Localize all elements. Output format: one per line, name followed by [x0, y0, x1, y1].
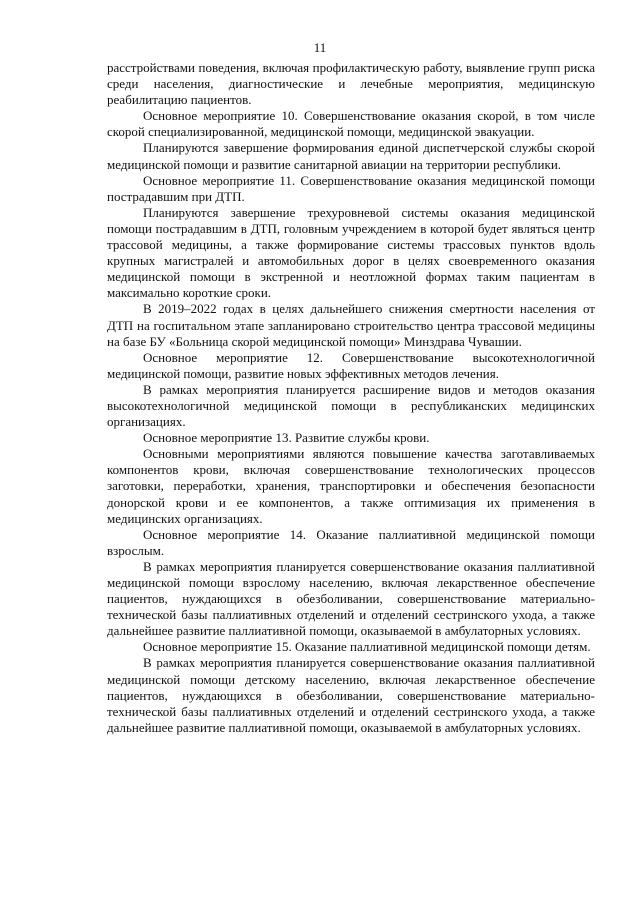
paragraph-continuation: расстройствами поведения, включая профилактическую работу, выявление групп риска среди населения, диагностические и лечебные мероприятия, медицинскую реабилитацию пациентов. — [107, 60, 595, 108]
paragraph-measure-10-text: Планируются завершение формирования единой диспетчерской службы скорой медицинской помощи и развитие санитарной авиации на территории республики. — [107, 140, 595, 172]
paragraph-measure-11-heading: Основное мероприятие 11. Совершенствование оказания медицинской помощи пострадавшим при ДТП. — [107, 172, 595, 204]
paragraph-measure-14-heading: Основное мероприятие 14. Оказание паллиативной медицинской помощи взрослым. — [107, 526, 595, 558]
document-body — [107, 60, 595, 736]
paragraph-measure-12-text: В рамках мероприятия планируется расширение видов и методов оказания высокотехнологичной медицинской помощи в республиканских медицинских организациях. — [107, 381, 595, 430]
paragraph-measure-15-heading: Основное мероприятие 15. Оказание паллиативной медицинской помощи детям. — [143, 639, 591, 655]
paragraph-measure-13-heading: Основное мероприятие 13. Развитие службы крови. — [143, 430, 430, 446]
page-number: 11 — [313, 40, 327, 55]
paragraph-measure-13-text: Основными мероприятиями являются повышение качества заготавливаемых компонентов крови, включая совершенствование технологических процессов заготовки, переработки, хранения, транспортировки и обеспечения безопасности донорской крови и ее компонентов, а также оптимизация их применения в медицинских организациях. — [107, 446, 595, 526]
paragraph-measure-14-text: В рамках мероприятия планируется совершенствование оказания паллиативной медицинской помощи взрослому населению, включая лекарственное обеспечение пациентов, нуждающихся в обезболивании, совершенствование материально-технической базы паллиативных отделений и отделений сестринского ухода, а также дальнейшее развитие паллиативной помощи, оказываемой в амбулаторных условиях. — [107, 558, 595, 639]
paragraph-measure-15-text: В рамках мероприятия планируется совершенствование оказания паллиативной медицинской помощи детскому населению, включая лекарственное обеспечение пациентов, нуждающихся в обезболивании, совершенствование материально-технической базы паллиативных отделений и отделений сестринского ухода, а также дальнейшее развитие паллиативной помощи, оказываемой в амбулаторных условиях. — [107, 655, 595, 735]
paragraph-measure-11-construction: В 2019–2022 годах в целях дальнейшего снижения смертности населения от ДТП на госпитальном этапе запланировано строительство центра трассовой медицины на базе БУ «Больница скорой медицинской помощи» Минздрава Чувашии. — [107, 301, 595, 349]
paragraph-measure-10-heading: Основное мероприятие 10. Совершенствование оказания скорой, в том числе скорой специализированной, медицинской помощи, медицинской эвакуации. — [107, 108, 595, 140]
paragraph-measure-11-text: Планируются завершение трехуровневой системы оказания медицинской помощи пострадавшим в ДТП, головным учреждением в которой будет являться центр трассовой медицины, а также формирование системы трассовых пунктов вдоль крупных магистралей и автомобильных дорог в целях своевременного оказания медицинской помощи в экстренной и неотложной формах таким пациентам в максимально короткие сроки. — [107, 204, 595, 301]
paragraph-measure-12-heading: Основное мероприятие 12. Совершенствование высокотехнологичной медицинской помощи, развитие новых эффективных методов лечения. — [107, 349, 595, 381]
